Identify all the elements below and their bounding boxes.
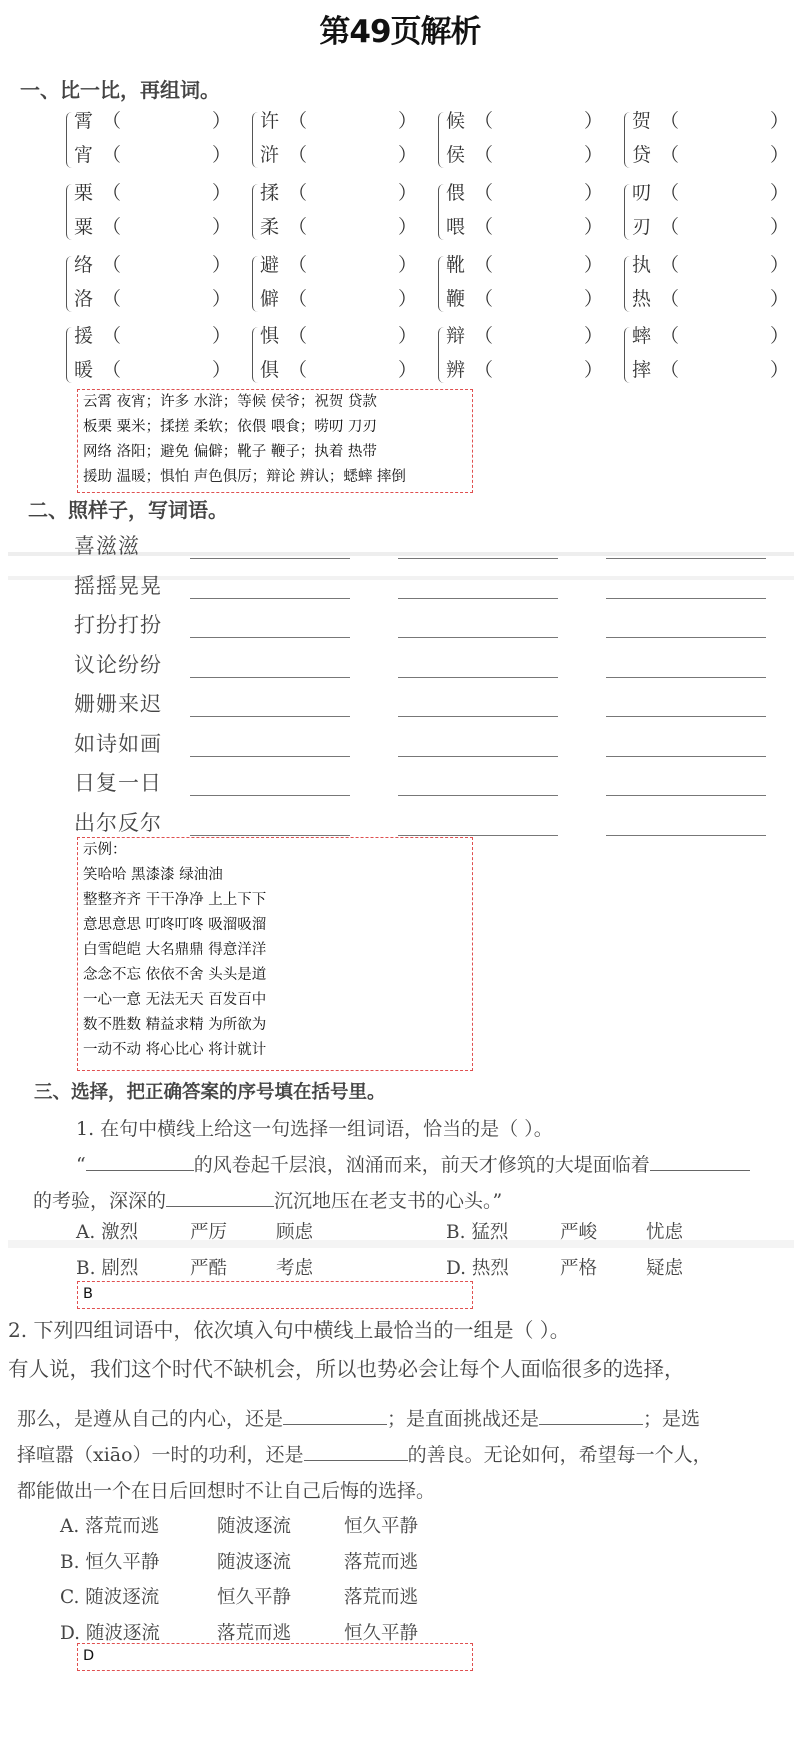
answer-blank-line <box>398 677 558 678</box>
answer-blank-line <box>606 637 766 638</box>
paren-open: （ <box>660 288 680 310</box>
compare-char: 许 <box>260 110 280 132</box>
paren-close: ） <box>584 254 604 276</box>
pattern-word: 出尔反尔 <box>74 810 162 835</box>
paren-close: ） <box>212 325 232 347</box>
answer-blank-line <box>606 677 766 678</box>
paren-close: ） <box>770 144 790 166</box>
compare-char: 惧 <box>260 325 280 347</box>
paren-close: ） <box>770 359 790 381</box>
compare-char: 喂 <box>446 216 466 238</box>
compare-char: 络 <box>74 254 94 276</box>
q1-text: 的考验，深深的 <box>33 1190 167 1212</box>
brace-mark <box>438 256 445 312</box>
q2-text: 的善良。无论如何，希望每一个人， <box>407 1444 712 1466</box>
paren-close: ） <box>212 254 232 276</box>
option-word: 随波逐流 <box>217 1516 292 1537</box>
answer-blank-line <box>398 598 558 599</box>
q2-text: ；是直面挑战还是 <box>387 1408 540 1430</box>
paren-close: ） <box>398 144 418 166</box>
compare-pair <box>624 250 794 320</box>
q1-text: 沉沉地压在老支书的心头。” <box>274 1190 503 1212</box>
q2-line2 <box>17 1404 700 1431</box>
paren-open: （ <box>288 288 308 310</box>
pattern-word: 喜滋滋 <box>74 534 140 558</box>
compare-char: 僻 <box>260 288 280 310</box>
paren-close: ） <box>584 216 604 238</box>
paren-close: ） <box>584 288 604 310</box>
paren-open: （ <box>102 216 122 238</box>
paren-open: （ <box>660 110 680 132</box>
compare-pair <box>252 106 422 176</box>
answer-line: 意思意思 叮咚叮咚 吸溜吸溜 <box>83 917 267 933</box>
pattern-word: 日复一日 <box>74 771 162 795</box>
q2-text: 择喧嚣（xiāo）一时的功利，还是 <box>17 1444 304 1466</box>
compare-char: 粟 <box>74 216 94 238</box>
answer-blank-line <box>606 558 766 559</box>
answer-blank-line <box>190 795 350 796</box>
q1-line1 <box>76 1150 750 1177</box>
compare-char: 揉 <box>260 182 280 204</box>
compare-char: 叨 <box>632 182 652 204</box>
q2-answer-box <box>77 1643 473 1671</box>
paren-open: （ <box>102 288 122 310</box>
compare-pair <box>624 321 794 391</box>
section1-answer-box <box>77 389 473 493</box>
section3-heading: 三、选择，把正确答案的序号填在括号里。 <box>34 1082 386 1103</box>
paren-open: （ <box>474 359 494 381</box>
paren-close: ） <box>770 254 790 276</box>
brace-mark <box>624 327 631 383</box>
brace-mark <box>438 184 445 240</box>
paren-open: （ <box>474 144 494 166</box>
paren-open: （ <box>102 144 122 166</box>
option-word: 严酷 <box>190 1258 228 1279</box>
paren-close: ） <box>584 325 604 347</box>
paren-close: ） <box>398 288 418 310</box>
paren-close: ） <box>770 216 790 238</box>
brace-mark <box>438 112 445 168</box>
option-label: B. 剧烈 <box>76 1258 139 1279</box>
q1-answer-box <box>77 1281 473 1309</box>
page-title: 第49页解析 <box>319 14 481 50</box>
pattern-word: 打扮打扮 <box>74 613 162 637</box>
answer-line: 云霄 夜宵；许多 水浒；等候 侯爷；祝贺 贷款 <box>83 394 377 410</box>
compare-pair <box>66 178 236 248</box>
answer-line: 援助 温暖；惧怕 声色俱厉；辩论 辨认；蟋蟀 摔倒 <box>83 469 406 485</box>
answer-line: 一动不动 将心比心 将计就计 <box>83 1042 267 1058</box>
option-word: 落荒而逃 <box>344 1552 419 1573</box>
paren-open: （ <box>474 216 494 238</box>
compare-pair <box>438 178 608 248</box>
q1-stem: 1. 在句中横线上给这一句选择一组词语，恰当的是（ ）。 <box>76 1118 553 1140</box>
pattern-word: 姗姗来迟 <box>74 692 162 716</box>
q2-line3 <box>17 1440 712 1467</box>
compare-char: 辩 <box>446 325 466 347</box>
compare-char: 宵 <box>74 144 94 166</box>
option-word: 疑虑 <box>646 1258 684 1279</box>
paren-close: ） <box>770 110 790 132</box>
q1-text: “ <box>76 1154 86 1176</box>
answer-line: 整整齐齐 干干净净 上上下下 <box>83 892 267 908</box>
paren-close: ） <box>398 359 418 381</box>
compare-pair <box>252 321 422 391</box>
answer-line: 笑哈哈 黑漆漆 绿油油 <box>83 867 223 883</box>
paren-open: （ <box>660 144 680 166</box>
brace-mark <box>438 327 445 383</box>
blank <box>283 1406 387 1425</box>
option-word: 严峻 <box>560 1222 598 1243</box>
option-word: 严厉 <box>190 1222 228 1243</box>
answer-blank-line <box>190 637 350 638</box>
option-word: 落荒而逃 <box>344 1587 419 1608</box>
compare-pair <box>624 178 794 248</box>
q2-answer: D <box>83 1648 95 1664</box>
option-label: D. 随波逐流 <box>60 1623 160 1644</box>
blank <box>86 1152 194 1171</box>
paren-open: （ <box>288 216 308 238</box>
paren-close: ） <box>398 110 418 132</box>
paren-open: （ <box>474 110 494 132</box>
paren-close: ） <box>212 110 232 132</box>
option-word: 忧虑 <box>646 1222 684 1243</box>
blank <box>166 1188 274 1207</box>
paren-open: （ <box>660 182 680 204</box>
compare-char: 蟀 <box>632 325 652 347</box>
compare-pair <box>438 321 608 391</box>
paren-open: （ <box>474 288 494 310</box>
option-label: B. 猛烈 <box>446 1222 509 1243</box>
paren-close: ） <box>584 144 604 166</box>
paren-open: （ <box>474 182 494 204</box>
option-label: D. 热烈 <box>446 1258 509 1279</box>
compare-char: 热 <box>632 288 652 310</box>
compare-char: 洛 <box>74 288 94 310</box>
answer-blank-line <box>190 756 350 757</box>
paren-close: ） <box>584 110 604 132</box>
pattern-word: 议论纷纷 <box>74 652 162 677</box>
paren-open: （ <box>474 325 494 347</box>
brace-mark <box>624 112 631 168</box>
answer-blank-line <box>398 835 558 836</box>
paren-close: ） <box>398 254 418 276</box>
paren-open: （ <box>660 254 680 276</box>
compare-char: 援 <box>74 325 94 347</box>
paren-open: （ <box>102 254 122 276</box>
compare-char: 贷 <box>632 144 652 166</box>
paren-close: ） <box>770 182 790 204</box>
paren-open: （ <box>474 254 494 276</box>
brace-mark <box>252 184 259 240</box>
answer-blank-line <box>398 637 558 638</box>
option-word: 严格 <box>560 1258 598 1279</box>
compare-pair <box>66 321 236 391</box>
compare-char: 暖 <box>74 359 94 381</box>
answer-blank-line <box>398 795 558 796</box>
answer-line: 一心一意 无法无天 百发百中 <box>83 992 267 1008</box>
paren-open: （ <box>102 325 122 347</box>
brace-mark <box>252 327 259 383</box>
q1-line2 <box>33 1186 502 1213</box>
paren-close: ） <box>584 359 604 381</box>
paren-close: ） <box>770 325 790 347</box>
paren-open: （ <box>288 254 308 276</box>
paren-open: （ <box>288 110 308 132</box>
paren-open: （ <box>660 325 680 347</box>
option-word: 落荒而逃 <box>217 1623 292 1644</box>
option-label: C. 随波逐流 <box>60 1587 160 1608</box>
option-word: 考虑 <box>276 1258 314 1279</box>
paren-close: ） <box>212 216 232 238</box>
paren-open: （ <box>660 359 680 381</box>
paren-close: ） <box>212 144 232 166</box>
paren-close: ） <box>584 182 604 204</box>
answer-line: 网络 洛阳；避免 偏僻；靴子 鞭子；执着 热带 <box>83 444 377 460</box>
paren-open: （ <box>102 182 122 204</box>
brace-mark <box>66 327 73 383</box>
q2-stem: 2. 下列四组词语中，依次填入句中横线上最恰当的一组是（ ）。 <box>8 1318 570 1342</box>
answer-blank-line <box>190 677 350 678</box>
compare-char: 靴 <box>446 254 466 276</box>
compare-pair <box>438 250 608 320</box>
compare-char: 栗 <box>74 182 94 204</box>
paren-close: ） <box>212 288 232 310</box>
compare-pair <box>252 178 422 248</box>
q1-answer: B <box>83 1286 93 1302</box>
paren-close: ） <box>212 182 232 204</box>
section2-answer-box <box>77 837 473 1071</box>
compare-char: 刃 <box>632 216 652 238</box>
blank <box>304 1442 408 1461</box>
compare-pair <box>66 106 236 176</box>
compare-char: 贺 <box>632 110 652 132</box>
answer-line: 念念不忘 依依不舍 头头是道 <box>83 967 267 983</box>
brace-mark <box>624 256 631 312</box>
answer-blank-line <box>606 716 766 717</box>
paren-open: （ <box>660 216 680 238</box>
option-label: B. 恒久平静 <box>60 1552 160 1573</box>
option-label: A. 落荒而逃 <box>60 1516 160 1537</box>
answer-blank-line <box>398 558 558 559</box>
brace-mark <box>624 184 631 240</box>
answer-blank-line <box>606 598 766 599</box>
compare-char: 辨 <box>446 359 466 381</box>
brace-mark <box>66 256 73 312</box>
answer-line: 数不胜数 精益求精 为所欲为 <box>83 1017 267 1033</box>
paren-open: （ <box>102 110 122 132</box>
compare-pair <box>438 106 608 176</box>
answer-blank-line <box>606 795 766 796</box>
option-label: A. 激烈 <box>76 1222 139 1243</box>
compare-char: 执 <box>632 254 652 276</box>
paren-open: （ <box>288 359 308 381</box>
option-word: 恒久平静 <box>344 1516 419 1537</box>
compare-char: 摔 <box>632 359 652 381</box>
answer-blank-line <box>398 756 558 757</box>
answer-line: 白雪皑皑 大名鼎鼎 得意洋洋 <box>83 942 267 958</box>
paren-open: （ <box>288 182 308 204</box>
compare-char: 偎 <box>446 182 466 204</box>
pattern-word: 如诗如画 <box>74 731 162 756</box>
compare-pair <box>66 250 236 320</box>
compare-char: 侯 <box>446 144 466 166</box>
section1-heading: 一、比一比，再组词。 <box>20 78 220 102</box>
q2-line1: 有人说，我们这个时代不缺机会，所以也势必会让每个人面临很多的选择， <box>8 1357 685 1381</box>
answer-blank-line <box>606 835 766 836</box>
answer-blank-line <box>190 835 350 836</box>
paren-close: ） <box>398 182 418 204</box>
option-word: 恒久平静 <box>344 1623 419 1644</box>
brace-mark <box>66 112 73 168</box>
compare-char: 霄 <box>74 110 94 132</box>
paren-open: （ <box>288 144 308 166</box>
compare-char: 候 <box>446 110 466 132</box>
answer-blank-line <box>398 716 558 717</box>
compare-pair <box>624 106 794 176</box>
answer-line: 示例： <box>83 842 127 858</box>
paren-close: ） <box>770 288 790 310</box>
q2-text: 那么，是遵从自己的内心，还是 <box>17 1408 284 1430</box>
pattern-word: 摇摇晃晃 <box>74 573 162 598</box>
brace-mark <box>252 112 259 168</box>
option-word: 随波逐流 <box>217 1552 292 1573</box>
answer-blank-line <box>606 756 766 757</box>
answer-blank-line <box>190 716 350 717</box>
compare-char: 俱 <box>260 359 280 381</box>
blank <box>539 1406 643 1425</box>
compare-char: 柔 <box>260 216 280 238</box>
option-word: 恒久平静 <box>217 1587 292 1608</box>
compare-char: 避 <box>260 254 280 276</box>
paren-open: （ <box>102 359 122 381</box>
answer-blank-line <box>190 558 350 559</box>
compare-char: 鞭 <box>446 288 466 310</box>
compare-pair <box>252 250 422 320</box>
paren-open: （ <box>288 325 308 347</box>
q2-text: ；是选 <box>643 1408 701 1430</box>
brace-mark <box>66 184 73 240</box>
q1-text: 的风卷起千层浪，汹涌而来，前天才修筑的大堤面临着 <box>193 1154 650 1176</box>
section2-heading: 二、照样子，写词语。 <box>28 498 228 522</box>
option-word: 顾虑 <box>276 1222 314 1243</box>
answer-line: 板栗 粟米；揉搓 柔软；依偎 喂食；唠叨 刀刃 <box>83 419 377 435</box>
paren-close: ） <box>398 325 418 347</box>
paren-close: ） <box>398 216 418 238</box>
paren-close: ） <box>212 359 232 381</box>
q2-line4: 都能做出一个在日后回想时不让自己后悔的选择。 <box>17 1480 436 1502</box>
blank <box>650 1152 750 1171</box>
compare-char: 浒 <box>260 144 280 166</box>
answer-blank-line <box>190 598 350 599</box>
brace-mark <box>252 256 259 312</box>
